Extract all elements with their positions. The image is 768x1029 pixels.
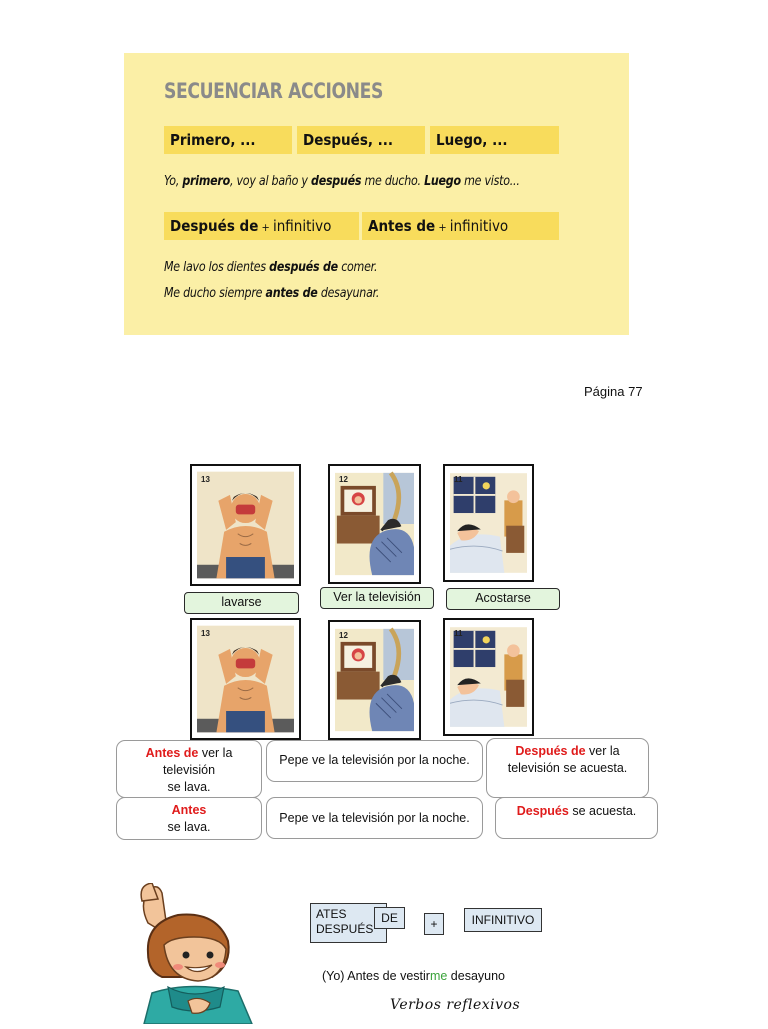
rule-despues-de: Después de + infinitivo <box>164 212 359 240</box>
card-washing-face-2: 13 <box>190 618 301 740</box>
sequence-example: Yo, primero, voy al baño y después me ducho. Luego me visto... <box>164 173 520 189</box>
sequence-pill-2: Después, ... <box>297 126 425 154</box>
rule-example-1: Me lavo los dientes después de comer. <box>164 259 378 275</box>
reflexive-verbs-caption: Verbos reflexivos <box>390 997 521 1013</box>
card-watching-tv-2: 12 <box>328 620 421 740</box>
sentence-antes-short: Antes se lava. <box>116 797 262 840</box>
sequence-pill-3: Luego, ... <box>430 126 559 154</box>
infinitivo-box: INFINITIVO <box>464 908 542 932</box>
page-number: Página 77 <box>584 384 643 399</box>
sentence-despues-de-long: Después de ver la televisión se acuesta. <box>486 738 649 798</box>
rule-example-2: Me ducho siempre antes de desayunar. <box>164 285 380 301</box>
rule-antes-de: Antes de + infinitivo <box>362 212 559 240</box>
washing-face-illustration <box>197 625 294 733</box>
ates-label: ATES <box>316 907 347 921</box>
sentence-antes-de-long: Antes de ver la televisión se lava. <box>116 740 262 798</box>
despues-label: DESPUÉS <box>316 922 374 936</box>
card-washing-face: 13 <box>190 464 301 586</box>
card-sleeping: 11 <box>443 464 534 582</box>
de-box: DE <box>374 907 405 929</box>
watching-tv-illustration <box>335 471 414 577</box>
example-sentence: (Yo) Antes de vestirme desayuno <box>322 969 505 983</box>
label-acostarse: Acostarse <box>446 588 560 610</box>
sleeping-illustration <box>450 625 527 729</box>
boy-waving-illustration <box>128 883 258 1024</box>
grammar-box <box>124 53 629 335</box>
grammar-title: SECUENCIAR ACCIONES <box>164 79 384 103</box>
card-watching-tv: 12 <box>328 464 421 584</box>
watching-tv-illustration <box>335 627 414 733</box>
plus-box: + <box>424 913 444 935</box>
sleeping-illustration <box>450 471 527 575</box>
sentence-pepe-ve-tv-2: Pepe ve la televisión por la noche. <box>266 797 483 839</box>
card-sleeping-2: 11 <box>443 618 534 736</box>
washing-face-illustration <box>197 471 294 579</box>
label-lavarse: lavarse <box>184 592 299 614</box>
sentence-despues-short: Después se acuesta. <box>495 797 658 839</box>
label-ver-la-television: Ver la televisión <box>320 587 434 609</box>
sentence-pepe-ve-tv: Pepe ve la televisión por la noche. <box>266 740 483 782</box>
sequence-pill-1: Primero, ... <box>164 126 292 154</box>
